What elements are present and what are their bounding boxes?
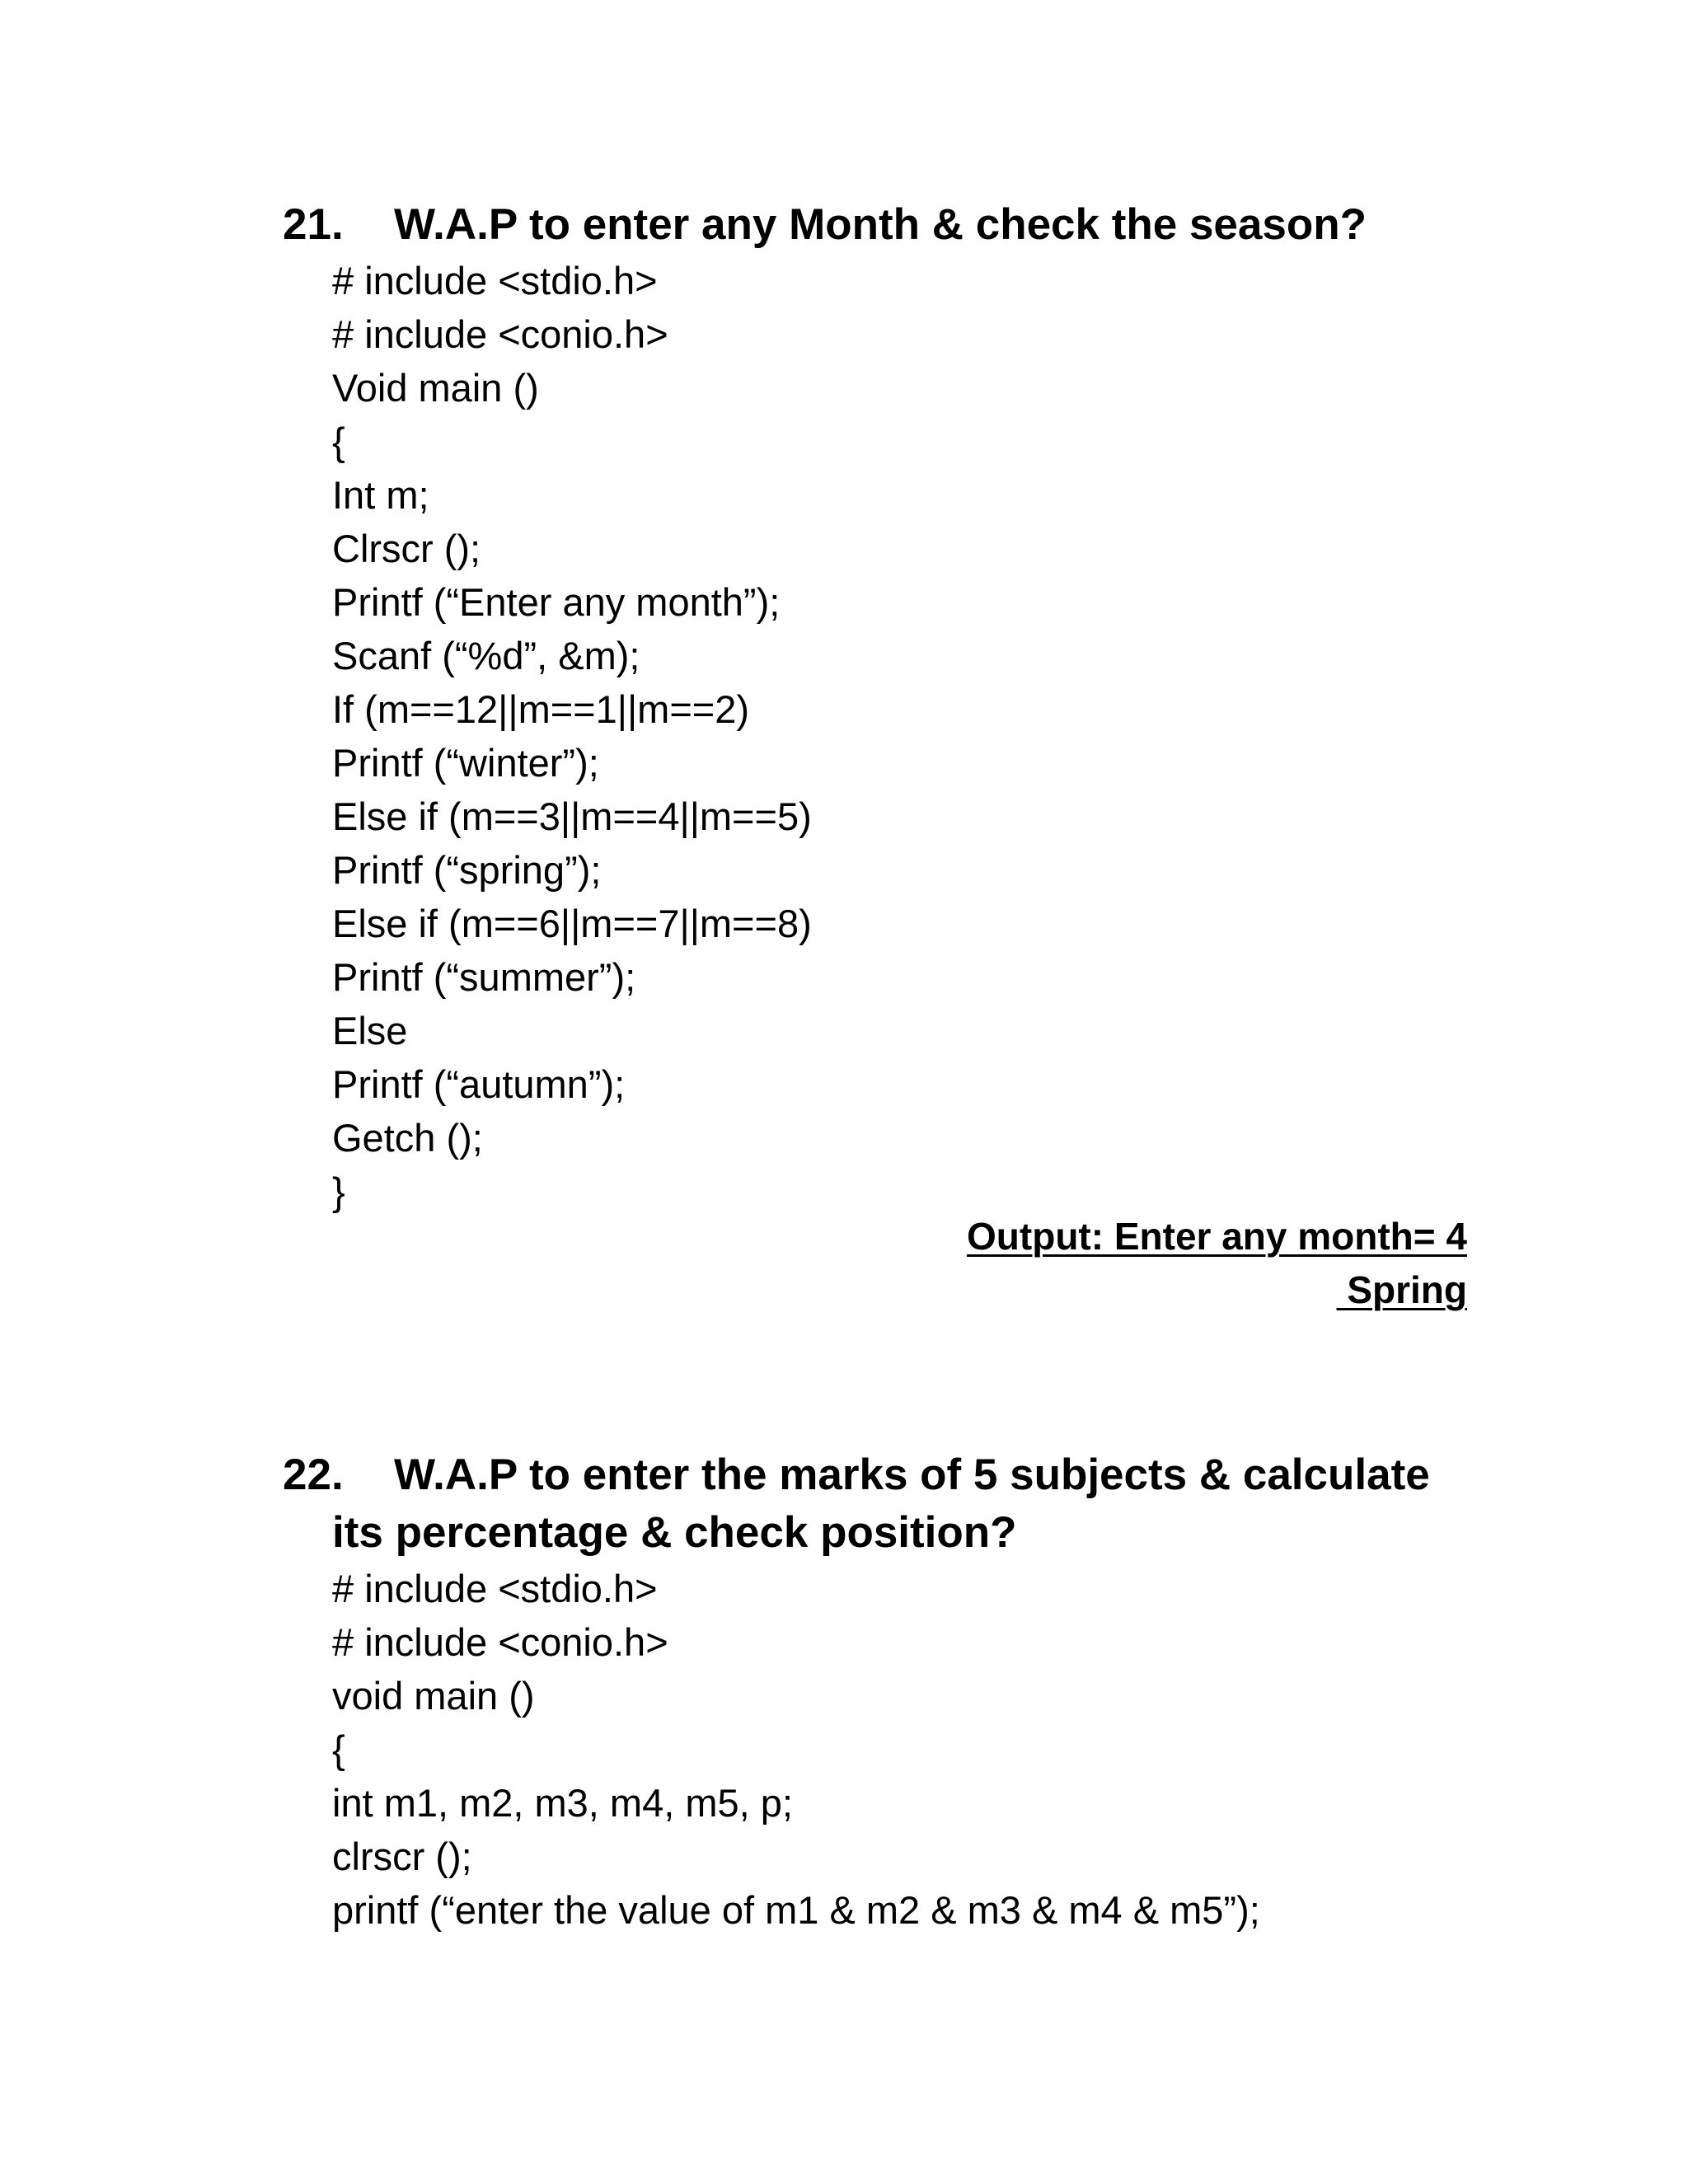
code-line: } xyxy=(332,1169,345,1213)
code-line: Int m; xyxy=(332,473,429,517)
code-line: int m1, m2, m3, m4, m5, p; xyxy=(332,1781,793,1825)
code-line: Printf (“summer”); xyxy=(332,955,636,999)
code-line: Scanf (“%d”, &m); xyxy=(332,634,640,677)
question-number: 21. xyxy=(283,200,344,249)
code-line: Else xyxy=(332,1009,408,1052)
question-title: W.A.P to enter any Month & check the season? xyxy=(394,200,1367,249)
output-line-2 xyxy=(967,1263,1467,1317)
code-line: Else if (m==6||m==7||m==8) xyxy=(332,902,812,945)
code-line: printf (“enter the value of m1 & m2 & m3 & m4 & m5”); xyxy=(332,1888,1260,1932)
code-block xyxy=(283,254,1503,1218)
code-line: { xyxy=(332,1727,345,1771)
code-line: { xyxy=(332,419,345,463)
code-line: # include <conio.h> xyxy=(332,312,668,356)
code-block xyxy=(283,1562,1503,1937)
question-21-heading xyxy=(283,196,1503,254)
code-line: Else if (m==3||m==4||m==5) xyxy=(332,794,812,838)
code-line: Printf (“autumn”); xyxy=(332,1062,626,1106)
code-line: If (m==12||m==1||m==2) xyxy=(332,687,750,731)
question-title: W.A.P to enter the marks of 5 subjects & calculate xyxy=(394,1451,1430,1499)
code-line: Printf (“spring”); xyxy=(332,848,602,892)
question-22-heading xyxy=(283,1446,1503,1562)
code-line: # include <conio.h> xyxy=(332,1620,668,1664)
output-prompt: Output: Enter any month= 4 xyxy=(967,1215,1467,1258)
code-line: Void main () xyxy=(332,366,539,410)
question-number: 22. xyxy=(283,1451,344,1499)
question-21 xyxy=(283,196,1503,1218)
question-title-continuation: its percentage & check position? xyxy=(332,1508,1017,1557)
question-22 xyxy=(283,1446,1503,1937)
code-line: Getch (); xyxy=(332,1116,483,1160)
code-line: Printf (“Enter any month”); xyxy=(332,580,781,624)
code-line: # include <stdio.h> xyxy=(332,259,658,302)
output-block xyxy=(967,1210,1467,1317)
code-line: clrscr (); xyxy=(332,1835,472,1878)
code-line: void main () xyxy=(332,1674,535,1718)
output-line-1 xyxy=(967,1210,1467,1263)
code-line: # include <stdio.h> xyxy=(332,1567,658,1610)
code-line: Printf (“winter”); xyxy=(332,741,599,785)
output-result: Spring xyxy=(1336,1268,1467,1311)
code-line: Clrscr (); xyxy=(332,527,481,570)
